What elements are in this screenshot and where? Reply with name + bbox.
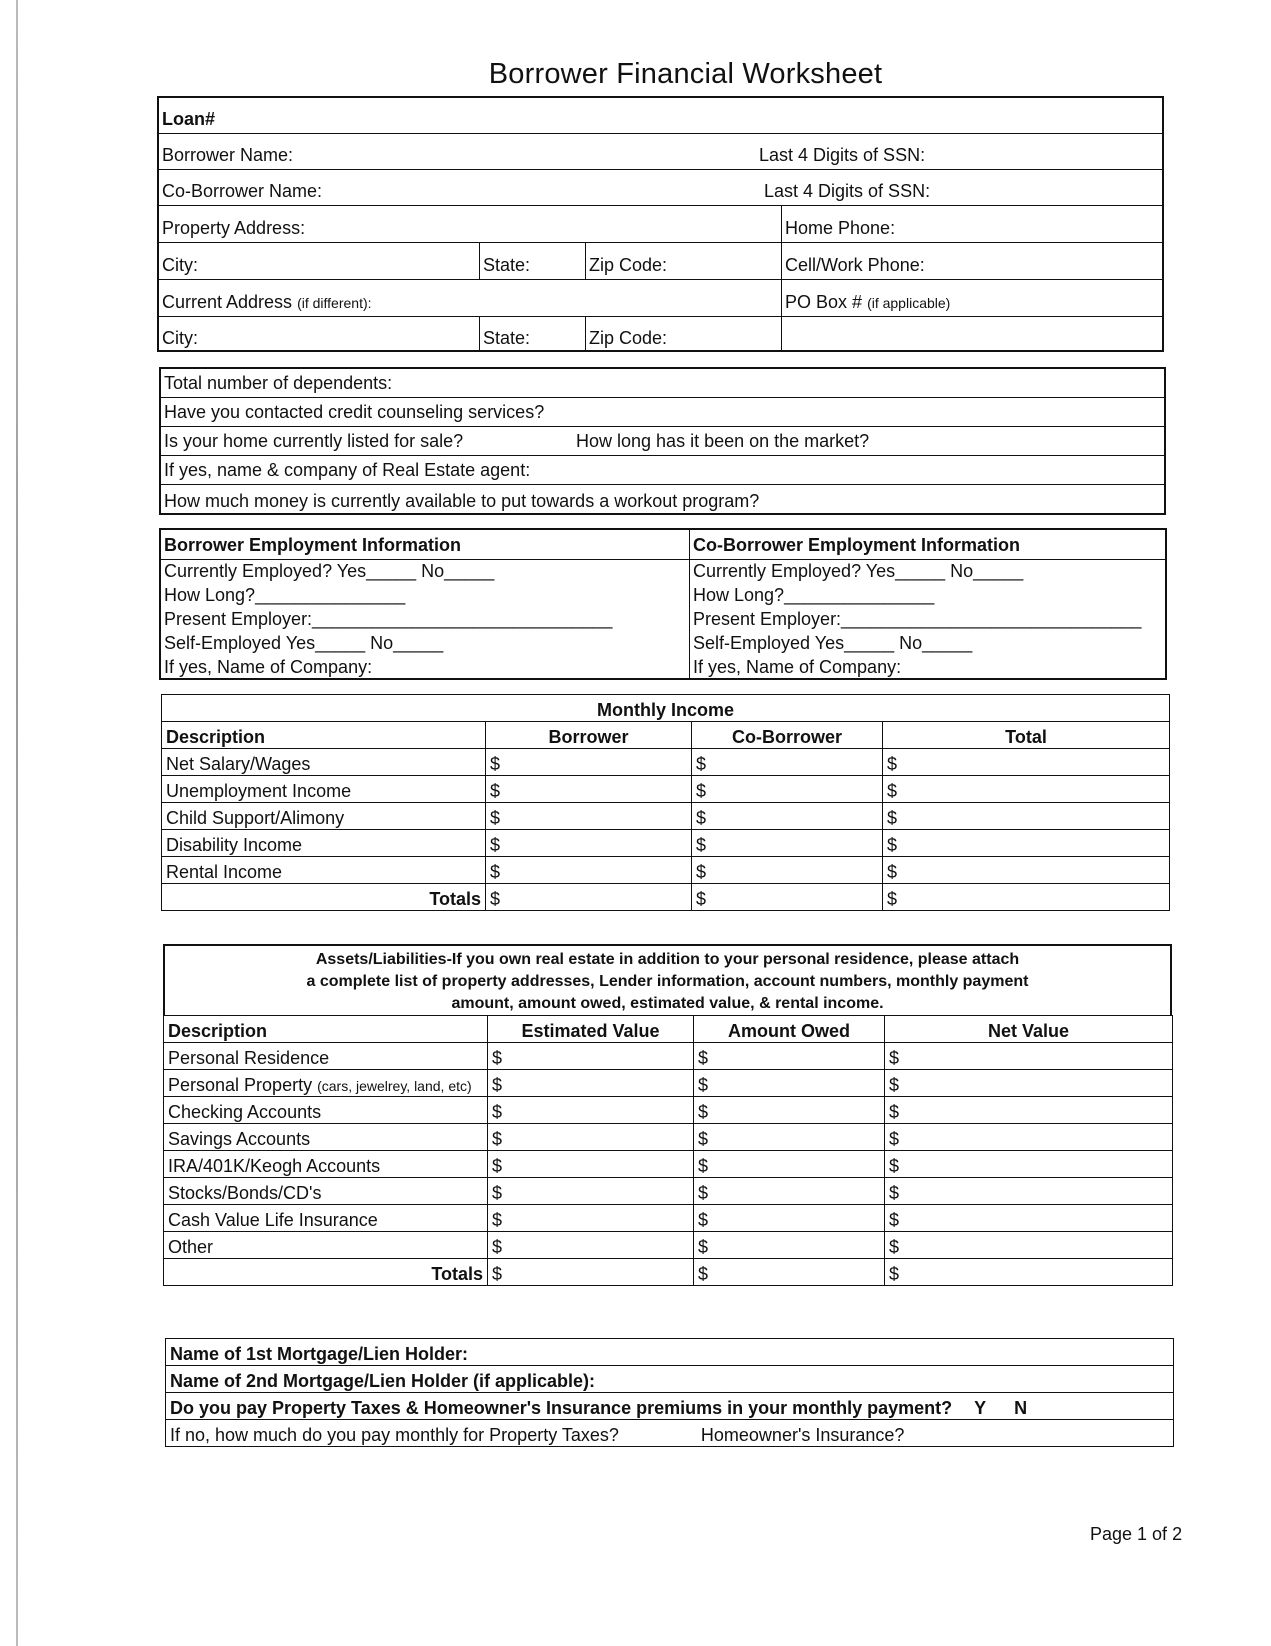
assets-row — [164, 1043, 1173, 1070]
first-lien-label: Name of 1st Mortgage/Lien Holder: — [166, 1339, 1174, 1366]
coborrower-employment-title: Co-Borrower Employment Information — [693, 535, 1021, 555]
income-col-total: Total — [883, 722, 1170, 749]
assets-net-field[interactable]: $ — [885, 1232, 1173, 1259]
assets-row — [164, 1097, 1173, 1124]
assets-row-label: Other — [164, 1232, 488, 1259]
income-borrower-field[interactable]: $ — [486, 776, 692, 803]
income-total-field[interactable]: $ — [883, 749, 1170, 776]
income-borrower-field[interactable]: $ — [486, 857, 692, 884]
current-city-row — [159, 317, 1162, 352]
income-col-coborrower: Co-Borrower — [692, 722, 883, 749]
borrower-self-employed-label: Self-Employed Yes_____ No_____ — [164, 633, 444, 653]
page-title: Borrower Financial Worksheet — [488, 58, 883, 90]
borrower-employment — [161, 530, 689, 678]
income-coborrower-field[interactable]: $ — [692, 830, 883, 857]
coborrower-company-label: If yes, Name of Company: — [693, 657, 902, 677]
income-borrower-field[interactable]: $ — [486, 803, 692, 830]
assets-estimated-field[interactable]: $ — [488, 1070, 694, 1097]
income-total-total: $ — [883, 884, 1170, 911]
assets-total-owed: $ — [694, 1259, 885, 1286]
income-total-field[interactable]: $ — [883, 776, 1170, 803]
workout-row — [161, 485, 1164, 515]
income-coborrower-field[interactable]: $ — [692, 749, 883, 776]
assets-col-estimated: Estimated Value — [488, 1016, 694, 1043]
borrower-ssn-label: Last 4 Digits of SSN: — [759, 145, 926, 165]
current-address-row — [159, 280, 1162, 317]
borrower-name-row — [159, 134, 1162, 170]
assets-owed-field[interactable]: $ — [694, 1151, 885, 1178]
assets-net-field[interactable]: $ — [885, 1097, 1173, 1124]
income-header-row — [162, 722, 1170, 749]
state-label: State: — [483, 255, 531, 275]
dependents-row — [161, 369, 1164, 398]
assets-row-label: Cash Value Life Insurance — [164, 1205, 488, 1232]
borrower-info-section — [157, 96, 1164, 352]
assets-estimated-field[interactable]: $ — [488, 1205, 694, 1232]
assets-row-label: IRA/401K/Keogh Accounts — [164, 1151, 488, 1178]
income-borrower-field[interactable]: $ — [486, 749, 692, 776]
assets-total-net: $ — [885, 1259, 1173, 1286]
income-col-description: Description — [162, 722, 486, 749]
assets-row-label: Checking Accounts — [164, 1097, 488, 1124]
income-row — [162, 749, 1170, 776]
income-coborrower-field[interactable]: $ — [692, 776, 883, 803]
page-number: Page 1 of 2 — [1090, 1524, 1183, 1544]
income-totals-label: Totals — [162, 884, 486, 911]
assets-net-field[interactable]: $ — [885, 1178, 1173, 1205]
mortgage-table — [165, 1338, 1174, 1447]
zip-label: Zip Code: — [589, 255, 668, 275]
assets-net-field[interactable]: $ — [885, 1043, 1173, 1070]
taxes-amount-row: If no, how much do you pay monthly for Property Taxes? Homeowner's Insurance? — [166, 1420, 1174, 1447]
agent-row — [161, 456, 1164, 485]
income-row — [162, 830, 1170, 857]
property-address-row — [159, 206, 1162, 243]
income-total-coborrower: $ — [692, 884, 883, 911]
no-option: N — [1014, 1398, 1028, 1418]
income-row-label: Unemployment Income — [162, 776, 486, 803]
assets-net-field[interactable]: $ — [885, 1070, 1173, 1097]
borrower-how-long-label: How Long?_______________ — [164, 585, 406, 605]
scan-edge — [16, 0, 18, 1646]
assets-estimated-field[interactable]: $ — [488, 1097, 694, 1124]
counseling-row — [161, 398, 1164, 427]
income-row-label: Child Support/Alimony — [162, 803, 486, 830]
income-row-label: Rental Income — [162, 857, 486, 884]
assets-note-line3: amount, amount owed, estimated value, & rental income. — [451, 995, 884, 1012]
home-phone-label: Home Phone: — [785, 218, 896, 238]
assets-owed-field[interactable]: $ — [694, 1124, 885, 1151]
property-address-label: Property Address: — [162, 218, 306, 238]
cell-phone-label: Cell/Work Phone: — [785, 255, 925, 275]
coborrower-self-employed-label: Self-Employed Yes_____ No_____ — [693, 633, 973, 653]
assets-owed-field[interactable]: $ — [694, 1178, 885, 1205]
coborrower-employed-label: Currently Employed? Yes_____ No_____ — [693, 561, 1024, 581]
assets-table — [163, 1015, 1173, 1286]
city-row — [159, 243, 1162, 280]
assets-total-estimated: $ — [488, 1259, 694, 1286]
income-row — [162, 803, 1170, 830]
income-total-field[interactable]: $ — [883, 830, 1170, 857]
income-total-borrower: $ — [486, 884, 692, 911]
assets-owed-field[interactable]: $ — [694, 1043, 885, 1070]
assets-estimated-field[interactable]: $ — [488, 1178, 694, 1205]
assets-col-owed: Amount Owed — [694, 1016, 885, 1043]
assets-col-net: Net Value — [885, 1016, 1173, 1043]
income-total-field[interactable]: $ — [883, 857, 1170, 884]
income-borrower-field[interactable]: $ — [486, 830, 692, 857]
assets-row-note: (cars, jewelrey, land, etc) — [317, 1078, 472, 1094]
loan-row — [159, 98, 1162, 134]
borrower-company-label: If yes, Name of Company: — [164, 657, 373, 677]
loan-label: Loan# — [162, 109, 216, 129]
monthly-income-table — [161, 694, 1170, 911]
assets-header-row — [164, 1016, 1173, 1043]
assets-net-field[interactable]: $ — [885, 1205, 1173, 1232]
current-state-label: State: — [483, 328, 531, 348]
taxes-question-row: Do you pay Property Taxes & Homeowner's Insurance premiums in your monthly payment? Y N — [166, 1393, 1174, 1420]
assets-owed-field[interactable]: $ — [694, 1097, 885, 1124]
assets-owed-field[interactable]: $ — [694, 1070, 885, 1097]
city-label: City: — [162, 255, 198, 275]
counseling-label: Have you contacted credit counseling services? — [164, 402, 545, 422]
income-coborrower-field[interactable]: $ — [692, 803, 883, 830]
current-city-label: City: — [162, 328, 198, 348]
dependents-label: Total number of dependents: — [164, 373, 393, 393]
assets-net-field[interactable]: $ — [885, 1151, 1173, 1178]
assets-row — [164, 1124, 1173, 1151]
employment-section — [159, 528, 1167, 680]
assets-row-label: Personal Residence — [164, 1043, 488, 1070]
coborrower-employment — [689, 530, 1165, 678]
listed-row — [161, 427, 1164, 456]
current-address-label: Current Address (if different): — [162, 292, 372, 312]
coborrower-name-label: Co-Borrower Name: — [162, 181, 323, 201]
workout-label: How much money is currently available to put towards a workout program? — [164, 491, 760, 511]
assets-row — [164, 1151, 1173, 1178]
assets-estimated-field[interactable]: $ — [488, 1151, 694, 1178]
assets-owed-field[interactable]: $ — [694, 1232, 885, 1259]
assets-row — [164, 1232, 1173, 1259]
assets-owed-field[interactable]: $ — [694, 1205, 885, 1232]
assets-row-label: Savings Accounts — [164, 1124, 488, 1151]
borrower-employed-label: Currently Employed? Yes_____ No_____ — [164, 561, 495, 581]
assets-estimated-field[interactable]: $ — [488, 1043, 694, 1070]
borrower-name-label: Borrower Name: — [162, 145, 294, 165]
borrower-employer-label: Present Employer:______________________________ — [164, 609, 613, 629]
market-label: How long has it been on the market? — [576, 431, 870, 451]
income-total-field[interactable]: $ — [883, 803, 1170, 830]
monthly-income-title: Monthly Income — [162, 695, 1170, 722]
income-row — [162, 776, 1170, 803]
agent-label: If yes, name & company of Real Estate agent: — [164, 460, 531, 480]
income-totals-row — [162, 884, 1170, 911]
income-coborrower-field[interactable]: $ — [692, 857, 883, 884]
coborrower-ssn-label: Last 4 Digits of SSN: — [764, 181, 931, 201]
current-zip-label: Zip Code: — [589, 328, 668, 348]
insurance-label: Homeowner's Insurance? — [700, 1425, 905, 1445]
assets-row — [164, 1205, 1173, 1232]
questions-section — [159, 367, 1166, 515]
assets-net-field[interactable]: $ — [885, 1124, 1173, 1151]
assets-totals-row — [164, 1259, 1173, 1286]
assets-note-box — [163, 944, 1172, 1016]
income-row-label: Net Salary/Wages — [162, 749, 486, 776]
assets-col-description: Description — [164, 1016, 488, 1043]
borrower-employment-title: Borrower Employment Information — [164, 535, 462, 555]
assets-note-line1: Assets/Liabilities-If you own real estate in addition to your personal residence, please attach — [315, 951, 1020, 968]
yes-option: Y — [974, 1398, 987, 1418]
income-row-label: Disability Income — [162, 830, 486, 857]
assets-row — [164, 1070, 1173, 1097]
assets-note-line2: a complete list of property addresses, Lender information, account numbers, monthly payment — [306, 973, 1029, 990]
income-row — [162, 857, 1170, 884]
listed-label: Is your home currently listed for sale? — [164, 431, 464, 451]
assets-totals-label: Totals — [164, 1259, 488, 1286]
po-box-label: PO Box # (if applicable) — [785, 292, 951, 312]
assets-row-label: Personal Property (cars, jewelrey, land, etc) — [164, 1070, 488, 1097]
coborrower-name-row — [159, 170, 1162, 206]
assets-row — [164, 1178, 1173, 1205]
assets-estimated-field[interactable]: $ — [488, 1232, 694, 1259]
assets-estimated-field[interactable]: $ — [488, 1124, 694, 1151]
coborrower-employer-label: Present Employer:______________________________ — [693, 609, 1142, 629]
coborrower-how-long-label: How Long?_______________ — [693, 585, 935, 605]
second-lien-label: Name of 2nd Mortgage/Lien Holder (if applicable): — [166, 1366, 1174, 1393]
assets-row-label: Stocks/Bonds/CD's — [164, 1178, 488, 1205]
income-col-borrower: Borrower — [486, 722, 692, 749]
